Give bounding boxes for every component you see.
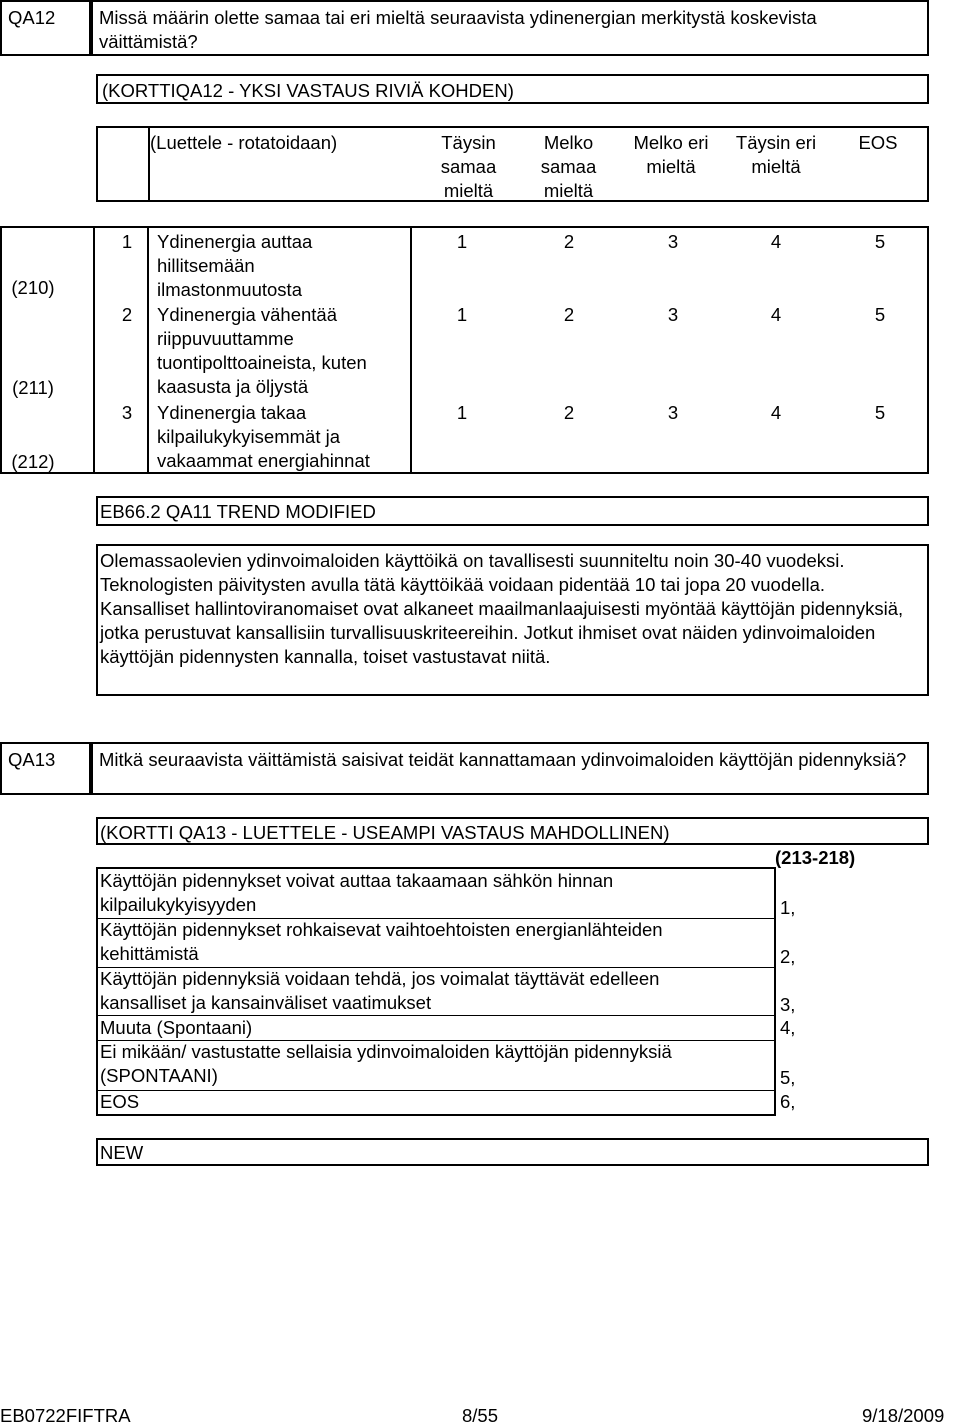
intro-box (96, 544, 929, 696)
question-id-qa13: QA13 (8, 749, 56, 770)
header-col-2: Melko samaa mieltä (540, 132, 597, 201)
option-text-3[interactable]: Käyttöjän pidennyksiä voidaan tehdä, jos voimalat täyttävät edelleen kansalliset ja kansainväliset vaatimukset (100, 968, 660, 1013)
row-code-3: (212) (11, 451, 55, 472)
item-number-3: 3 (121, 402, 133, 423)
footer-doc-id: EB0722FIFTRA (0, 1405, 131, 1426)
item-text-2: Ydinenergia vähentää riippuvuuttamme tuontipolttoaineista, kuten kaasusta ja öljystä (157, 304, 367, 397)
footer-date: 9/18/2009 (862, 1405, 945, 1426)
item2-scale-3[interactable]: 3 (667, 304, 679, 325)
item1-scale-1[interactable]: 1 (456, 231, 468, 252)
question-text-qa13: Mitkä seuraavista väittämistä saisivat teidät kannattamaan ydinvoimaloiden käyttöjän pidennyksiä? (99, 749, 907, 770)
item1-scale-4[interactable]: 4 (770, 231, 782, 252)
option-text-1[interactable]: Käyttöjän pidennykset voivat auttaa takaamaan sähkön hinnan kilpailukykyisyyden (100, 870, 614, 915)
item-text-1: Ydinenergia auttaa hillitsemään ilmastonmuutosta (157, 231, 313, 300)
option-code-4: 4, (780, 1017, 796, 1038)
option-text-2[interactable]: Käyttöjän pidennykset rohkaisevat vaihtoehtoisten energianlähteiden kehittämistä (100, 919, 663, 964)
item3-scale-2[interactable]: 2 (563, 402, 575, 423)
item1-scale-5[interactable]: 5 (874, 231, 886, 252)
instruction-box-qa13 (96, 817, 929, 845)
option-text-4[interactable]: Muuta (Spontaani) (100, 1017, 253, 1038)
list-note: (Luettele - rotatoidaan) (150, 132, 338, 153)
question-text: Missä määrin olette samaa tai eri mieltä seuraavista ydinenergian merkitystä koskevista väittämistä? (99, 7, 817, 52)
footer-page-number: 8/55 (462, 1405, 499, 1426)
question-id: QA12 (8, 7, 56, 28)
code-column-divider (93, 228, 95, 472)
new-label: NEW (100, 1142, 144, 1163)
code-range: (213-218) (775, 847, 856, 868)
item1-scale-3[interactable]: 3 (667, 231, 679, 252)
item3-scale-1[interactable]: 1 (456, 402, 468, 423)
header-divider (148, 128, 150, 200)
question-text-box (91, 0, 929, 56)
text-column-divider (410, 228, 412, 472)
question-text-box-qa13 (91, 742, 929, 795)
item3-scale-3[interactable]: 3 (667, 402, 679, 423)
item2-scale-4[interactable]: 4 (770, 304, 782, 325)
row-code-2: (211) (12, 377, 54, 398)
trend-box (96, 496, 929, 526)
option-text-6[interactable]: EOS (100, 1091, 140, 1112)
item2-scale-2[interactable]: 2 (563, 304, 575, 325)
item-text-3: Ydinenergia takaa kilpailukykyisemmät ja vakaammat energiahinnat (157, 402, 370, 471)
instruction-text: (KORTTIQA12 - YKSI VASTAUS RIVIÄ KOHDEN) (102, 80, 514, 101)
number-column-divider (147, 228, 149, 472)
intro-text: Olemassaolevien ydinvoimaloiden käyttöikä on tavallisesti suunniteltu noin 30-40 vuodeksi. Teknologisten päivitysten avulla tätä käyttöikää voidaan pidentää 10 tai jopa 20 vuodella. Kansalliset hallintoviranomaiset ovat alkaneet maailmanlaajuisesti myöntää käyttöjän pidennyksiä, jotka perustuvat kansallisiin turvallisuuskriteereihin. Jotkut ihmiset ovat näiden ydinvoimaloiden käyttöjän pidennysten kannalla, toiset vastustavat niitä. (100, 550, 904, 667)
option-text-5[interactable]: Ei mikään/ vastustatte sellaisia ydinvoimaloiden käyttöjän pidennyksiä (SPONTAANI) (100, 1041, 672, 1086)
question-id-box (0, 0, 91, 56)
new-box (96, 1138, 929, 1166)
question-id-box-qa13 (0, 742, 91, 795)
items-block (0, 226, 929, 474)
trend-text: EB66.2 QA11 TREND MODIFIED (100, 501, 376, 522)
option-code-3: 3, (780, 994, 796, 1015)
header-col-5: EOS (858, 132, 898, 153)
header-col-3: Melko eri mieltä (633, 132, 709, 177)
option-code-5: 5, (780, 1067, 796, 1088)
item3-scale-5[interactable]: 5 (874, 402, 886, 423)
option-code-6: 6, (780, 1091, 796, 1112)
option-code-1: 1, (780, 897, 796, 918)
item2-scale-1[interactable]: 1 (456, 304, 468, 325)
option-code-2: 2, (780, 946, 796, 967)
item2-scale-5[interactable]: 5 (874, 304, 886, 325)
item3-scale-4[interactable]: 4 (770, 402, 782, 423)
item-number-1: 1 (121, 231, 133, 252)
header-col-1: Täysin samaa mieltä (440, 132, 497, 201)
item1-scale-2[interactable]: 2 (563, 231, 575, 252)
header-col-4: Täysin eri mieltä (735, 132, 817, 177)
instruction-text-qa13: (KORTTI QA13 - LUETTELE - USEAMPI VASTAUS MAHDOLLINEN) (100, 822, 670, 843)
scale-header (96, 126, 929, 202)
instruction-box (96, 74, 929, 104)
item-number-2: 2 (121, 304, 133, 325)
row-code-1: (210) (11, 277, 55, 298)
